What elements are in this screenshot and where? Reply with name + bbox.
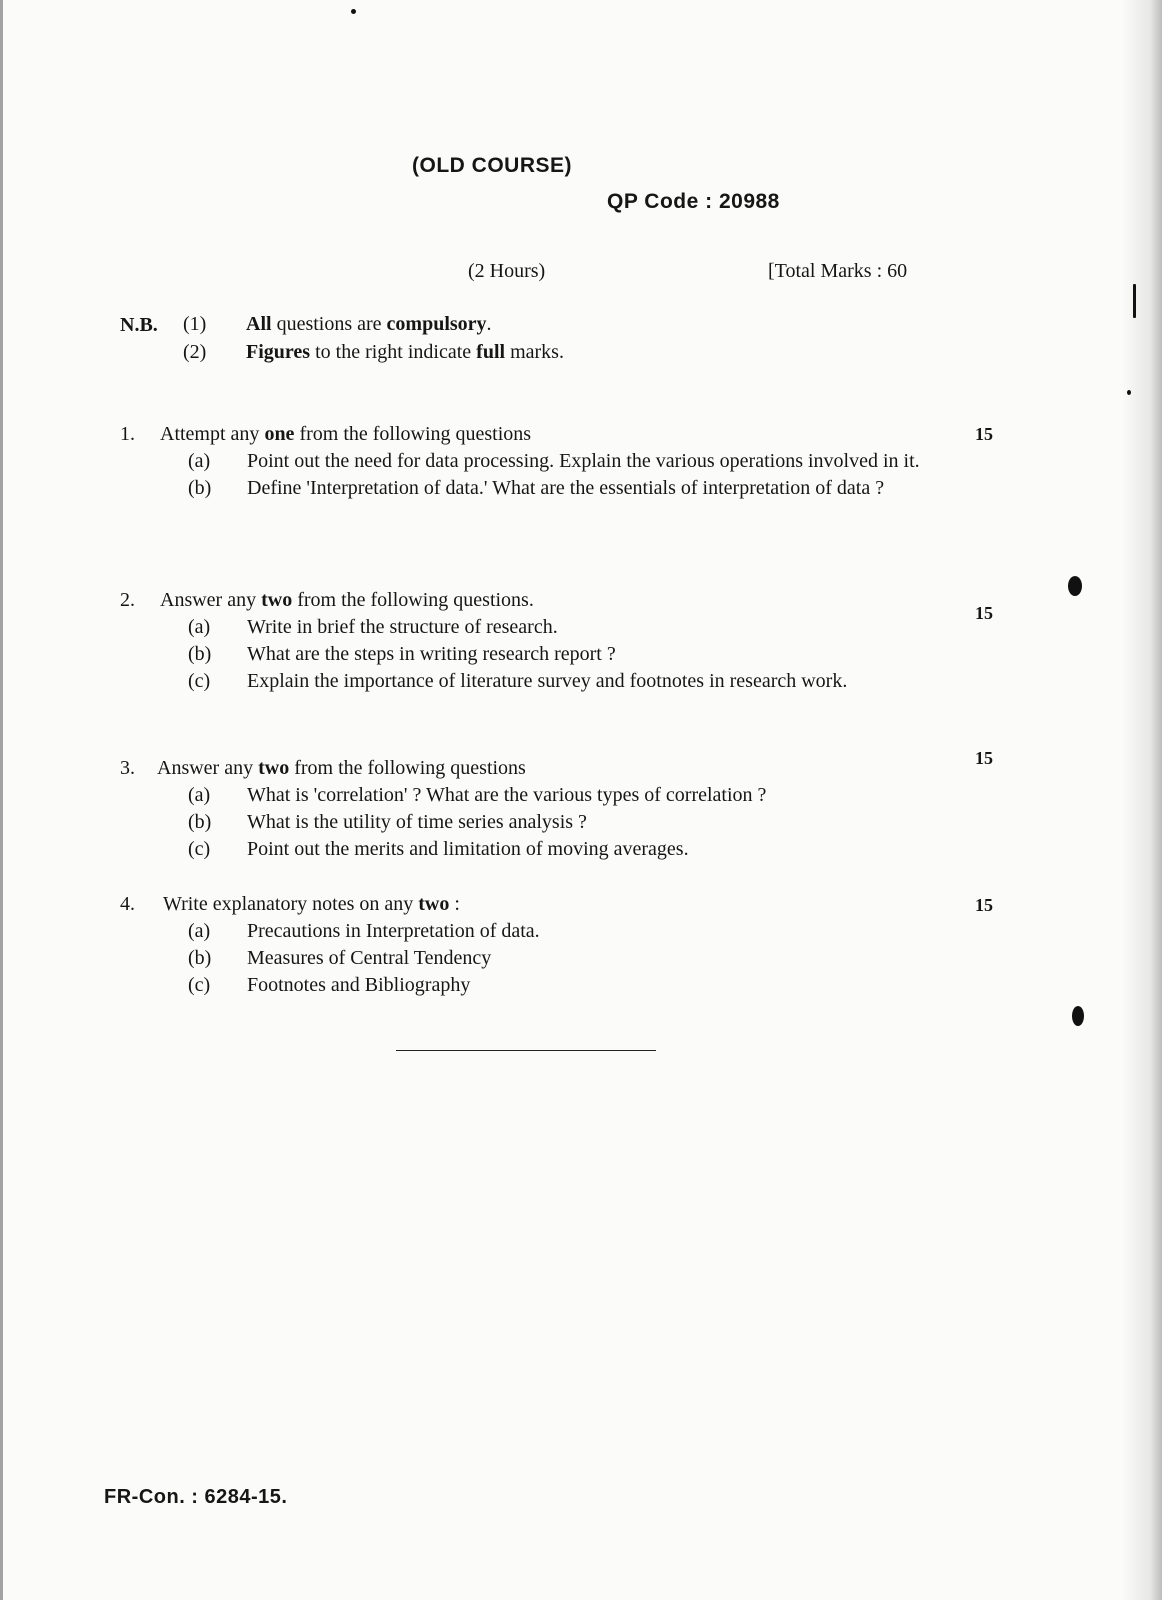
sub-question: (b) Define 'Interpretation of data.' What are the essentials of interpretation of data ? [188, 477, 885, 499]
question-number: 1. [120, 423, 135, 445]
question-marks: 15 [975, 603, 993, 623]
question-heading [120, 755, 1000, 782]
sub-question: (a) Precautions in Interpretation of data. [188, 920, 540, 942]
footer-code: FR-Con. : 6284-15. [104, 1486, 288, 1508]
punch-hole-mark [1068, 576, 1082, 596]
question-heading [120, 891, 1000, 918]
sub-question: (a) Write in brief the structure of research. [188, 616, 558, 638]
sub-question: (c) Explain the importance of literature survey and footnotes in research work. [188, 670, 848, 692]
question-marks: 15 [975, 424, 993, 444]
total-marks: [Total Marks : 60 [768, 260, 908, 282]
scan-speck [1127, 390, 1131, 395]
course-title: (OLD COURSE) [412, 154, 572, 177]
scan-speck [351, 9, 356, 14]
sub-question: (a) What is 'correlation' ? What are the various types of correlation ? [188, 784, 767, 806]
question-1 [120, 421, 1000, 502]
instruction-number: (1) [183, 313, 207, 335]
nb-label: N.B. [120, 314, 158, 336]
sub-question: (b) What are the steps in writing research report ? [188, 643, 616, 665]
instruction-number: (2) [183, 341, 207, 363]
question-text: Write explanatory notes on any two : [163, 893, 460, 915]
end-rule [396, 1050, 656, 1051]
qp-code: QP Code : 20988 [607, 190, 780, 213]
question-marks: 15 [975, 748, 993, 768]
sub-question: (a) Point out the need for data processing. Explain the various operations involved in it. [188, 450, 920, 472]
question-number: 3. [120, 757, 135, 779]
question-text: Attempt any one from the following questions [160, 423, 532, 445]
question-2 [120, 587, 1000, 695]
sub-question: (c) Footnotes and Bibliography [188, 974, 471, 996]
question-text: Answer any two from the following questions [157, 757, 526, 779]
question-4 [120, 891, 1000, 999]
question-number: 2. [120, 589, 135, 611]
question-3 [120, 755, 1000, 863]
instruction-text: Figures to the right indicate full marks. [246, 341, 564, 363]
sub-question: (b) What is the utility of time series analysis ? [188, 811, 587, 833]
scan-left-edge [0, 0, 3, 1600]
question-heading [120, 421, 1000, 448]
sub-question: (c) Point out the merits and limitation of moving averages. [188, 838, 689, 860]
scan-right-edge-shadow [1122, 0, 1162, 1600]
sub-question: (b) Measures of Central Tendency [188, 947, 492, 969]
punch-hole-mark [1072, 1006, 1084, 1026]
question-text: Answer any two from the following questions. [160, 589, 534, 611]
instruction-text: All questions are compulsory. [246, 313, 492, 335]
question-marks: 15 [975, 895, 993, 915]
question-heading [120, 587, 1000, 614]
question-number: 4. [120, 893, 135, 915]
scan-speck [1133, 284, 1136, 318]
exam-duration: (2 Hours) [468, 260, 546, 282]
